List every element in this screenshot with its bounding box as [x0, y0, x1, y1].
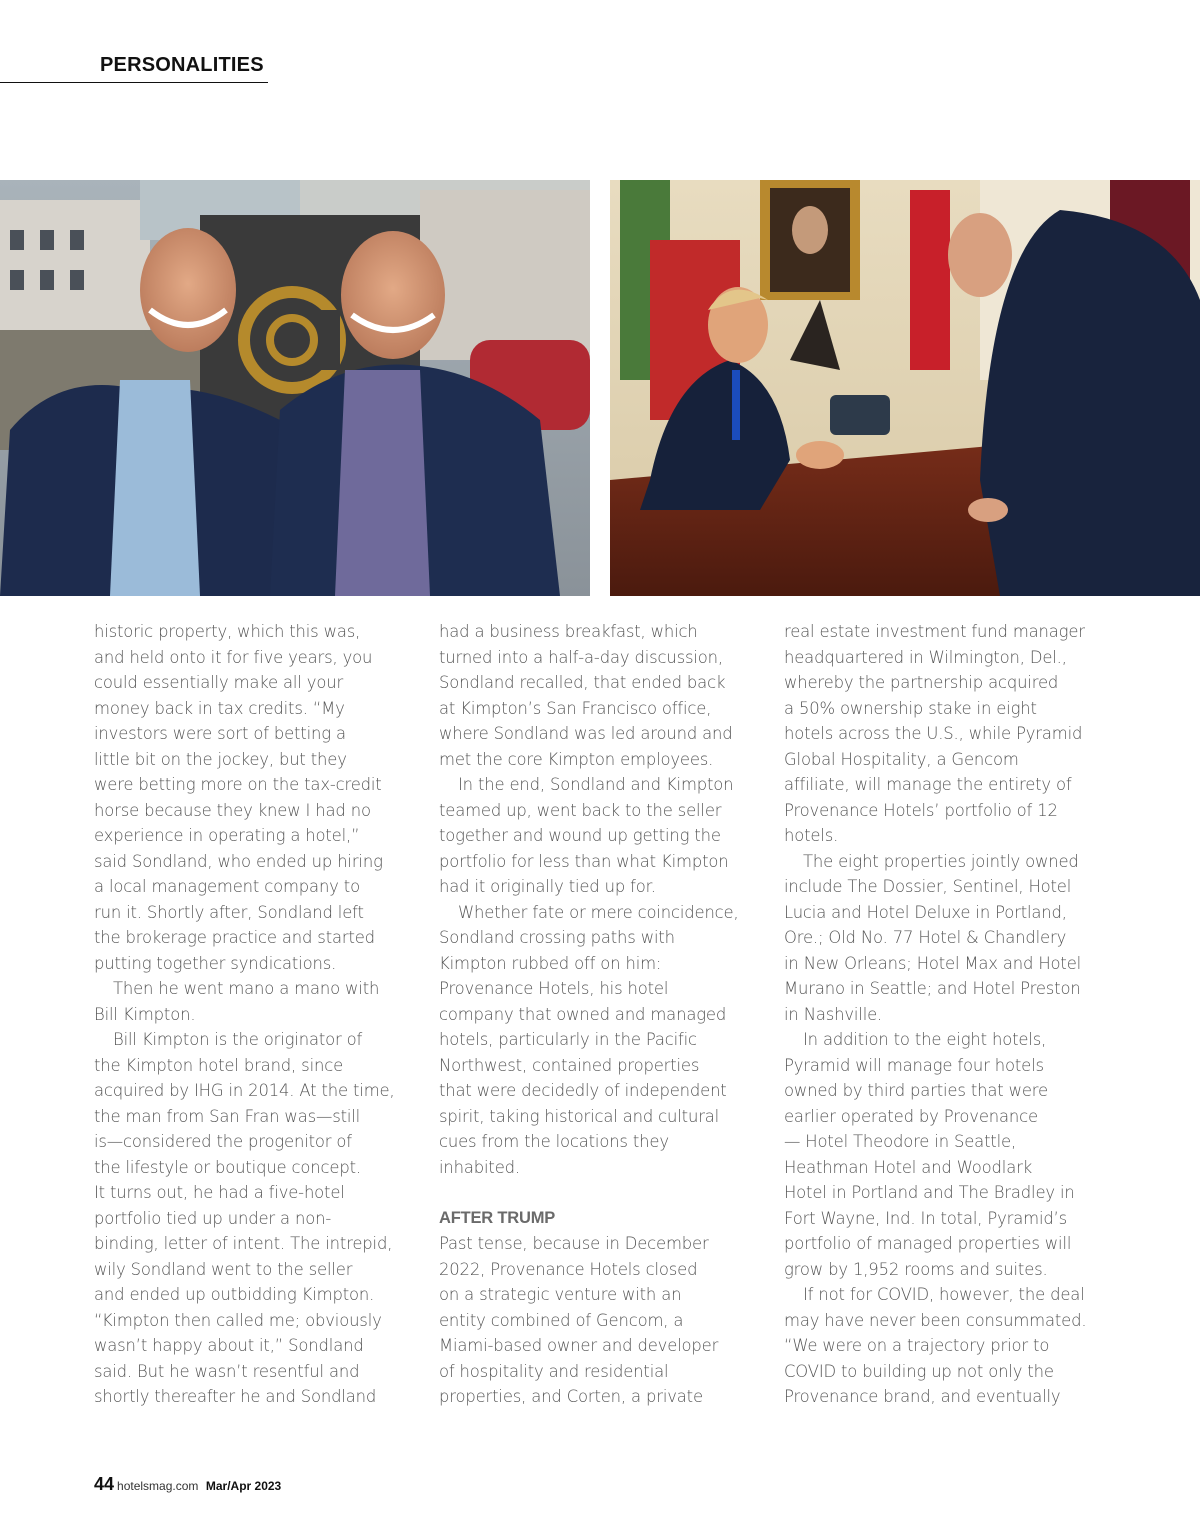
article-line: in Nashville.	[784, 1004, 883, 1024]
page-number: 44	[94, 1474, 115, 1494]
article-line: had it originally tied up for.	[439, 877, 656, 896]
article-line: Northwest, contained properties	[439, 1055, 700, 1075]
article-line: In the end, Sondland and Kimpton	[458, 775, 734, 794]
article-line: headquartered in Wilmington, Del.,	[784, 647, 1067, 667]
article-line: is—considered the progenitor of	[94, 1132, 352, 1151]
article-line: hotels across the U.S., while Pyramid	[784, 724, 1083, 743]
photo-oval-office	[610, 180, 1200, 596]
article-line: on a strategic venture with an	[439, 1285, 682, 1304]
article-line: include The Dossier, Sentinel, Hotel	[784, 877, 1072, 896]
section-rule	[0, 82, 268, 83]
article-line: Whether fate or mere coincidence,	[458, 902, 739, 922]
article-line: Fort Wayne, Ind. In total, Pyramid’s	[784, 1208, 1068, 1228]
article-line: and ended up outbidding Kimpton.	[94, 1285, 375, 1304]
article-line: may have never been consummated.	[784, 1310, 1087, 1330]
page-footer	[94, 1474, 281, 1495]
photo-oval-office-art	[610, 180, 1200, 596]
article-line: Provenance Hotels’ portfolio of 12	[784, 800, 1058, 820]
article-line: portfolio of managed properties will	[784, 1234, 1072, 1253]
article-line: It turns out, he had a five-hotel	[94, 1183, 345, 1202]
article-line: Past tense, because in December	[439, 1234, 709, 1253]
article-line: Provenance brand, and eventually	[784, 1387, 1061, 1406]
article-line: could essentially make all your	[94, 673, 344, 692]
article-line: shortly thereafter he and Sondland	[94, 1387, 377, 1406]
article-line: the brokerage practice and started	[94, 928, 375, 947]
photo-sondland-cabanas-art	[0, 180, 590, 596]
article-line: together and wound up getting the	[439, 826, 721, 845]
article-line: affiliate, will manage the entirety of	[784, 775, 1072, 794]
article-line: teamed up, went back to the seller	[439, 800, 722, 820]
article-line: money back in tax credits. “My	[94, 698, 345, 718]
article-line: said Sondland, who ended up hiring	[94, 851, 383, 871]
article-column-2	[439, 619, 769, 1410]
article-line: whereby the partnership acquired	[784, 673, 1059, 692]
article-line: hotels, particularly in the Pacific	[439, 1030, 697, 1049]
article-line: real estate investment fund manager	[784, 622, 1085, 641]
article-line: Then he went mano a mano with	[113, 979, 380, 998]
section-label: PERSONALITIES	[100, 54, 264, 76]
article-line: Murano in Seattle; and Hotel Preston	[784, 979, 1081, 998]
article-line: a local management company to	[94, 877, 360, 896]
article-line: a 50% ownership stake in eight	[784, 698, 1037, 718]
article-line: company that owned and managed	[439, 1004, 727, 1024]
article-line: in New Orleans; Hotel Max and Hotel	[784, 953, 1082, 973]
article-line: Pyramid will manage four hotels	[784, 1055, 1044, 1075]
article-column-1	[94, 619, 424, 1410]
article-line: portfolio for less than what Kimpton	[439, 851, 729, 871]
article-line: inhabited.	[439, 1157, 520, 1177]
article-line: entity combined of Gencom, a	[439, 1310, 684, 1330]
article-line: Sondland crossing paths with	[439, 928, 675, 947]
article-line: were betting more on the tax-credit	[94, 775, 382, 794]
article-line: the man from San Fran was—still	[94, 1106, 361, 1126]
article-line: little bit on the jockey, but they	[94, 749, 347, 769]
article-line: wily Sondland went to the seller	[94, 1259, 353, 1279]
article-line: 2022, Provenance Hotels closed	[439, 1259, 698, 1279]
article-line: Global Hospitality, a Gencom	[784, 749, 1019, 769]
article-line: of hospitality and residential	[439, 1361, 669, 1381]
article-line: “Kimpton then called me; obviously	[94, 1310, 382, 1330]
article-line: the lifestyle or boutique concept.	[94, 1157, 361, 1177]
article-line: Bill Kimpton.	[94, 1004, 196, 1024]
photo-sondland-cabanas	[0, 180, 590, 596]
article-line: historic property, which this was,	[94, 622, 361, 641]
article-line: turned into a half-a-day discussion,	[439, 647, 723, 667]
article-line: owned by third parties that were	[784, 1081, 1048, 1100]
article-line: Lucia and Hotel Deluxe in Portland,	[784, 902, 1067, 922]
site-url: hotelsmag.com	[117, 1479, 199, 1493]
article-line: properties, and Corten, a private	[439, 1387, 703, 1406]
article-line: the Kimpton hotel brand, since	[94, 1055, 344, 1075]
article-line: acquired by IHG in 2014. At the time,	[94, 1081, 395, 1100]
article-line: Sondland recalled, that ended back	[439, 673, 726, 692]
issue-date: Mar/Apr 2023	[205, 1479, 282, 1493]
article-line: Kimpton rubbed off on him:	[439, 953, 662, 973]
article-line: COVID to building up not only the	[784, 1361, 1054, 1381]
article-line: Provenance Hotels, his hotel	[439, 979, 669, 998]
article-line: spirit, taking historical and cultural	[439, 1106, 720, 1126]
article-line: “We were on a trajectory prior to	[784, 1336, 1050, 1355]
article-line: Ore.; Old No. 77 Hotel & Chandlery	[784, 928, 1067, 947]
article-line: horse because they knew I had no	[94, 800, 371, 820]
article-line: cues from the locations they	[439, 1132, 669, 1151]
article-line: investors were sort of betting a	[94, 724, 346, 743]
article-line: In addition to the eight hotels,	[803, 1030, 1047, 1049]
article-column-3	[784, 619, 1114, 1410]
article-line: Heathman Hotel and Woodlark	[784, 1157, 1033, 1177]
article-line: had a business breakfast, which	[439, 622, 698, 641]
article-line: earlier operated by Provenance	[784, 1106, 1038, 1126]
article-line: run it. Shortly after, Sondland left	[94, 902, 364, 922]
article-line: and held onto it for five years, you	[94, 647, 373, 667]
article-line: where Sondland was led around and	[439, 724, 733, 743]
article-line: The eight properties jointly owned	[803, 851, 1079, 871]
article-line: grow by 1,952 rooms and suites.	[784, 1259, 1048, 1279]
article-line: Bill Kimpton is the originator of	[113, 1030, 363, 1049]
article-line: experience in operating a hotel,”	[94, 826, 360, 845]
article-line: that were decidedly of independent	[439, 1081, 727, 1100]
article-line: said. But he wasn’t resentful and	[94, 1361, 360, 1381]
article-line: portfolio tied up under a non-	[94, 1208, 332, 1228]
subhead-after-trump: AFTER TRUMP	[439, 1208, 556, 1227]
article-line: binding, letter of intent. The intrepid,	[94, 1234, 393, 1253]
article-line: hotels.	[784, 826, 839, 845]
article-line: wasn’t happy about it,” Sondland	[94, 1336, 364, 1355]
article-line: putting together syndications.	[94, 953, 337, 973]
article-line: Miami-based owner and developer	[439, 1336, 719, 1355]
article-line: — Hotel Theodore in Seattle,	[784, 1132, 1017, 1151]
article-line: at Kimpton’s San Francisco office,	[439, 698, 712, 718]
article-line: If not for COVID, however, the deal	[803, 1285, 1085, 1304]
article-line: met the core Kimpton employees.	[439, 749, 714, 769]
article-line: Hotel in Portland and The Bradley in	[784, 1183, 1075, 1202]
